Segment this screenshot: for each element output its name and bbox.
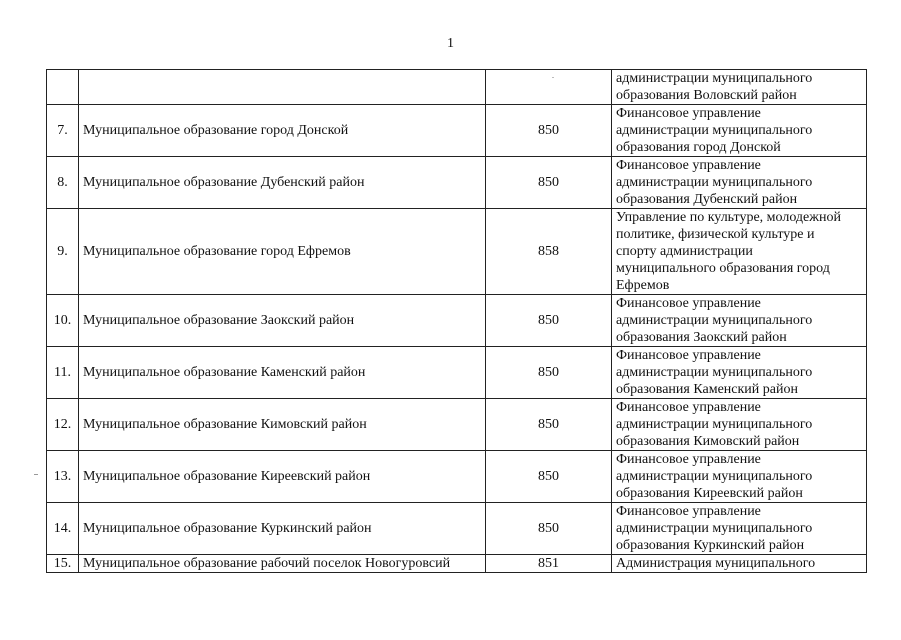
budget-code: 850 bbox=[486, 451, 612, 503]
authority-line: спорту администрации bbox=[616, 244, 753, 259]
authority-name bbox=[612, 209, 867, 295]
row-number: 11. bbox=[47, 347, 79, 399]
table-row bbox=[47, 399, 867, 451]
row-number: 9. bbox=[47, 209, 79, 295]
authority-line: Финансовое управление bbox=[616, 452, 761, 467]
authority-line: администрации муниципального bbox=[616, 469, 813, 484]
authority-line: администрации муниципального bbox=[616, 365, 813, 380]
table-row bbox=[47, 105, 867, 157]
budget-code: 851 bbox=[486, 555, 612, 573]
municipality-name bbox=[79, 70, 486, 105]
row-number: 14. bbox=[47, 503, 79, 555]
authority-name bbox=[612, 295, 867, 347]
row-number: 12. bbox=[47, 399, 79, 451]
authority-line: администрации муниципального bbox=[616, 521, 813, 536]
authority-name bbox=[612, 503, 867, 555]
municipality-name: Муниципальное образование город Донской bbox=[79, 105, 486, 157]
authority-line: администрации муниципального bbox=[616, 313, 813, 328]
municipality-name: Муниципальное образование рабочий поселок Новогуровсий bbox=[79, 555, 486, 573]
authority-name bbox=[612, 70, 867, 105]
budget-code: 850 bbox=[486, 295, 612, 347]
authority-line: образования Воловский район bbox=[616, 88, 797, 103]
authority-line: Управление по культуре, молодежной bbox=[616, 210, 841, 225]
authority-name bbox=[612, 451, 867, 503]
row-number bbox=[47, 70, 79, 105]
municipality-name: Муниципальное образование Киреевский район bbox=[79, 451, 486, 503]
table-row bbox=[47, 70, 867, 105]
table-row bbox=[47, 451, 867, 503]
margin-mark bbox=[34, 474, 38, 475]
municipality-name: Муниципальное образование Каменский район bbox=[79, 347, 486, 399]
authority-line: администрации муниципального bbox=[616, 417, 813, 432]
authority-line: Администрация муниципального bbox=[616, 556, 816, 571]
authority-name bbox=[612, 347, 867, 399]
authority-line: Финансовое управление bbox=[616, 106, 761, 121]
row-number: 15. bbox=[47, 555, 79, 573]
row-number: 8. bbox=[47, 157, 79, 209]
authority-line: администрации муниципального bbox=[616, 175, 813, 190]
authority-line: образования Кимовский район bbox=[616, 434, 800, 449]
authority-line: Финансовое управление bbox=[616, 400, 761, 415]
table-row bbox=[47, 347, 867, 399]
municipality-name: Муниципальное образование Дубенский район bbox=[79, 157, 486, 209]
budget-code bbox=[486, 70, 612, 105]
budget-code: 850 bbox=[486, 503, 612, 555]
authority-name bbox=[612, 157, 867, 209]
table-row bbox=[47, 503, 867, 555]
authority-name bbox=[612, 555, 867, 573]
table-row bbox=[47, 209, 867, 295]
authority-line: администрации муниципального bbox=[616, 71, 813, 86]
authority-name bbox=[612, 105, 867, 157]
budget-code: 850 bbox=[486, 157, 612, 209]
authority-line: образования Каменский район bbox=[616, 382, 798, 397]
row-number: 7. bbox=[47, 105, 79, 157]
authority-line: муниципального образования город bbox=[616, 261, 830, 276]
page-number: 1 bbox=[447, 36, 454, 51]
authority-line: политике, физической культуре и bbox=[616, 227, 815, 242]
municipality-name: Муниципальное образование Заокский район bbox=[79, 295, 486, 347]
authority-line: Финансовое управление bbox=[616, 158, 761, 173]
authority-line: образования Куркинский район bbox=[616, 538, 805, 553]
municipalities-table bbox=[46, 69, 867, 573]
municipality-name: Муниципальное образование Кимовский район bbox=[79, 399, 486, 451]
municipality-name: Муниципальное образование город Ефремов bbox=[79, 209, 486, 295]
authority-line: Ефремов bbox=[616, 278, 670, 293]
budget-code: 858 bbox=[486, 209, 612, 295]
authority-line: образования Заокский район bbox=[616, 330, 787, 345]
table-body bbox=[47, 70, 867, 573]
authority-line: Финансовое управление bbox=[616, 296, 761, 311]
authority-name bbox=[612, 399, 867, 451]
row-number: 13. bbox=[47, 451, 79, 503]
table-row bbox=[47, 555, 867, 573]
authority-line: образования Дубенский район bbox=[616, 192, 798, 207]
authority-line: Финансовое управление bbox=[616, 504, 761, 519]
budget-code: 850 bbox=[486, 399, 612, 451]
budget-code: 850 bbox=[486, 105, 612, 157]
municipality-name: Муниципальное образование Куркинский район bbox=[79, 503, 486, 555]
table-row bbox=[47, 295, 867, 347]
scan-dot bbox=[552, 77, 554, 78]
row-number: 10. bbox=[47, 295, 79, 347]
authority-line: образования Киреевский район bbox=[616, 486, 803, 501]
budget-code: 850 bbox=[486, 347, 612, 399]
authority-line: Финансовое управление bbox=[616, 348, 761, 363]
table-row bbox=[47, 157, 867, 209]
authority-line: администрации муниципального bbox=[616, 123, 813, 138]
authority-line: образования город Донской bbox=[616, 140, 781, 155]
